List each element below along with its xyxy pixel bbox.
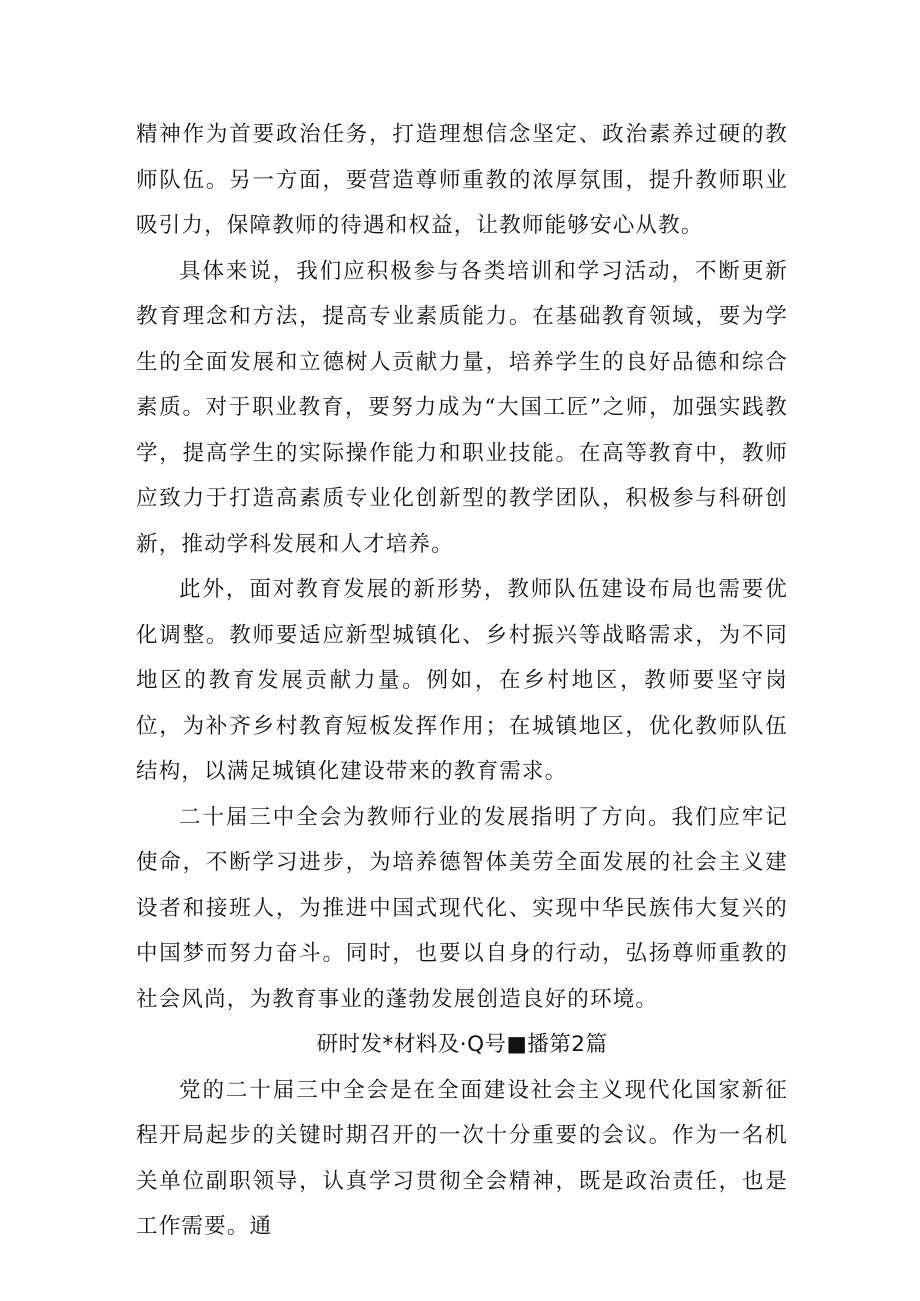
- paragraph-furthermore: 此外，面对教育发展的新形势，教师队伍建设布局也需要优化调整。教师要适应新型城镇化、乡村振兴等战略需求，为不同地区的教育发展贡献力量。例如，在乡村地区，教师要坚守岗位，为补齐乡村教育短板发挥作用；在城镇地区，优化教师队伍结构，以满足城镇化建设带来的教育需求。: [136, 577, 788, 784]
- paragraph-specifics: 具体来说，我们应积极参与各类培训和学习活动，不断更新教育理念和方法，提高专业素质能力。在基础教育领域，要为学生的全面发展和立德树人贡献力量，培养学生的良好品德和综合素质。对于职业教育，要努力成为“大国工匠”之师，加强实践教学，提高学生的实际操作能力和职业技能。在高等教育中，教师应致力于打造高素质专业化创新型的教学团队，积极参与科研创新，推动学科发展和人才培养。: [136, 258, 788, 557]
- section-heading: 研时发*材料及·Q号■播第2篇: [316, 1032, 608, 1057]
- paragraph-part-two-intro: 党的二十届三中全会是在全面建设社会主义现代化国家新征程开局起步的关键时期召开的一次十分重要的会议。作为一名机关单位副职领导，认真学习贯彻全会精神，既是政治责任，也是工作需要。通: [136, 1077, 788, 1239]
- paragraph-continuation: 精神作为首要政治任务，打造理想信念坚定、政治素养过硬的教师队伍。另一方面，要营造尊师重教的浓厚氛围，提升教师职业吸引力，保障教师的待遇和权益，让教师能够安心从教。: [136, 122, 788, 238]
- paragraph-conclusion: 二十届三中全会为教师行业的发展指明了方向。我们应牢记使命，不断学习进步，为培养德智体美劳全面发展的社会主义建设者和接班人，为推进中国式现代化、实现中华民族伟大复兴的中国梦而努力奋斗。同时，也要以自身的行动，弘扬尊师重教的社会风尚，为教育事业的蓬勃发展创造良好的环境。: [136, 804, 788, 1012]
- document-body: [136, 112, 788, 1250]
